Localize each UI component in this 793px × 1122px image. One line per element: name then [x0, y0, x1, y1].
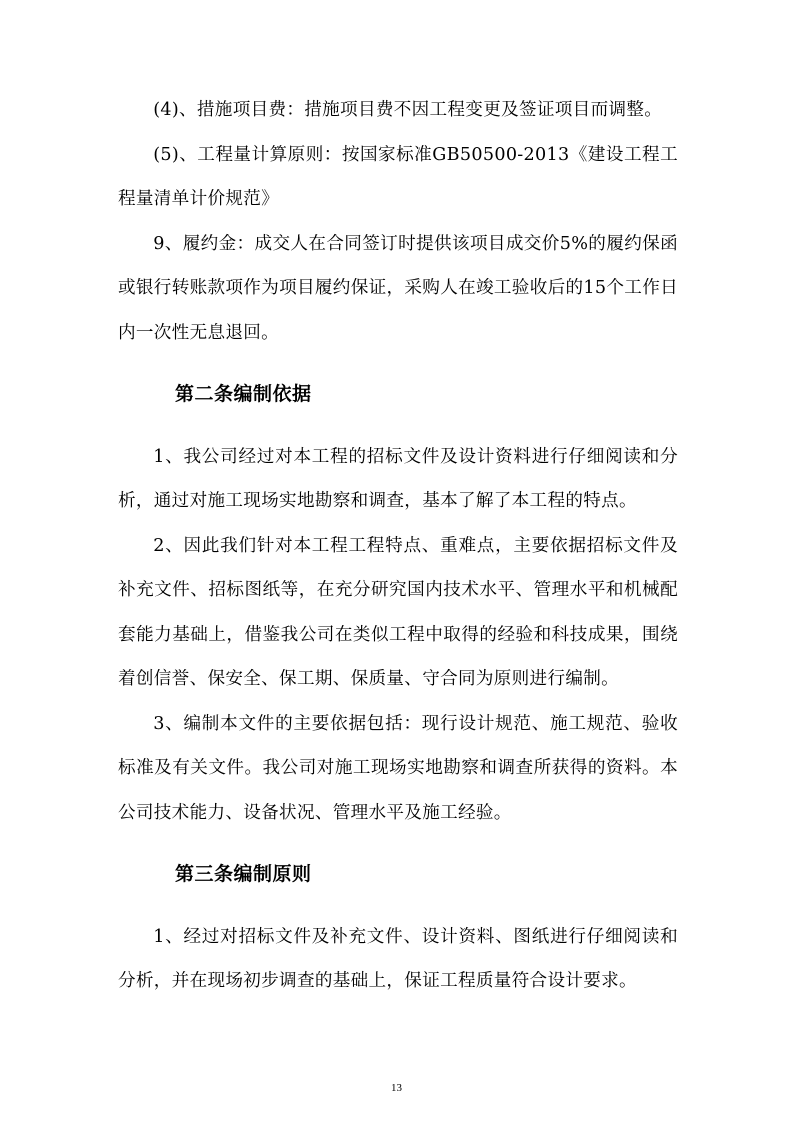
paragraph-basis-2: 2、因此我们针对本工程工程特点、重难点，主要依据招标文件及补充文件、招标图纸等，在充分研究国内技术水平、管理水平和机械配套能力基础上，借鉴我公司在类似工程中取得的经验和科技成果，围绕着创信誉、保安全、保工期、保质量、守合同为原则进行编制。	[118, 535, 678, 689]
paragraph-basis-3: 3、编制本文件的主要依据包括：现行设计规范、施工规范、验收标准及有关文件。我公司对施工现场实地勘察和调查所获得的资料。本公司技术能力、设备状况、管理水平及施工经验。	[118, 713, 678, 823]
section-heading-principles: 第三条编制原则	[175, 863, 312, 885]
paragraph-performance-bond: 9、履约金：成交人在合同签订时提供该项目成交价5%的履约保函或银行转账款项作为项目履约保证，采购人在竣工验收后的15个工作日内一次性无息退回。	[118, 233, 678, 343]
paragraph-measure-fee: (4)、措施项目费：措施项目费不因工程变更及签证项目而调整。	[153, 100, 663, 120]
section-heading-basis: 第二条编制依据	[175, 383, 312, 405]
paragraph-principle-1: 1、经过对招标文件及补充文件、设计资料、图纸进行仔细阅读和分析，并在现场初步调查的基础上，保证工程质量符合设计要求。	[118, 926, 678, 991]
page-content	[118, 88, 678, 1004]
paragraph-quantity-principle: (5)、工程量计算原则：按国家标准GB50500-2013《建设工程工程量清单计价规范》	[118, 144, 678, 209]
page-number: 13	[391, 1082, 402, 1094]
paragraph-basis-1: 1、我公司经过对本工程的招标文件及设计资料进行仔细阅读和分析，通过对施工现场实地勘察和调查，基本了解了本工程的特点。	[118, 446, 678, 511]
